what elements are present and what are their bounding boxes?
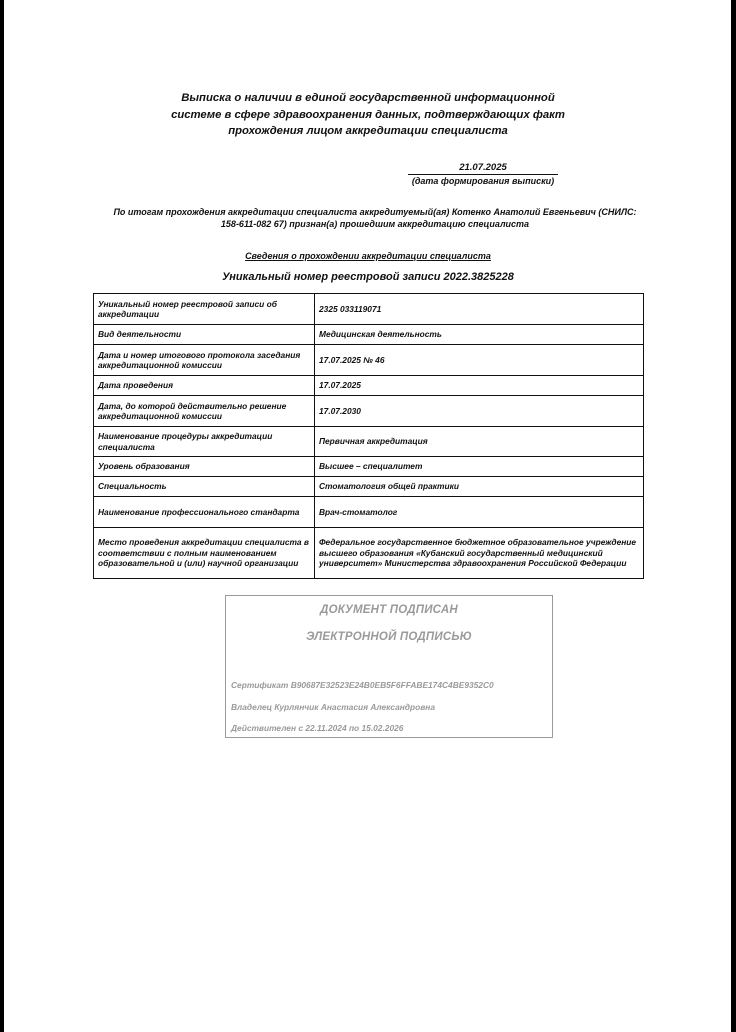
stamp-heading: ЭЛЕКТРОННОЙ ПОДПИСЬЮ <box>306 631 472 643</box>
issue-date-caption: (дата формирования выписки) <box>411 176 555 186</box>
row-label: Дата, до которой действительно решение аккредитационной комиссии <box>94 396 315 427</box>
intro-line: По итогам прохождения аккредитации специалиста аккредитуемый(ая) Котенко Анатолий Евгеньевич (СНИЛС: <box>113 207 637 217</box>
row-label: Дата и номер итогового протокола заседания аккредитационной комиссии <box>94 345 315 376</box>
table-row <box>94 528 644 579</box>
intro-line: 158-611-082 67) признан(а) прошедшим аккредитацию специалиста <box>220 218 530 229</box>
title-line: системе в сфере здравоохранения данных, подтверждающих факт <box>171 108 565 121</box>
stamp-owner: Владелец Курлянчик Анастасия Александровна <box>231 702 435 712</box>
table-row <box>94 427 644 457</box>
table-row <box>94 325 644 345</box>
row-label: Место проведения аккредитации специалиста в соответствии с полным наименованием образовательной и (или) научной организации <box>94 528 315 579</box>
section-heading: Сведения о прохождении аккредитации специалиста <box>245 251 491 261</box>
row-value: 2325 033119071 <box>315 294 644 325</box>
table-row <box>94 294 644 325</box>
issue-date-block <box>408 162 558 186</box>
row-label: Дата проведения <box>94 376 315 396</box>
row-value: 17.07.2025 <box>315 376 644 396</box>
table-row <box>94 396 644 427</box>
table-row <box>94 345 644 376</box>
table-row <box>94 376 644 396</box>
intro-paragraph <box>95 207 655 230</box>
row-value: Медицинская деятельность <box>315 325 644 345</box>
table-row <box>94 477 644 497</box>
row-value: Первичная аккредитация <box>315 427 644 457</box>
row-label: Наименование процедуры аккредитации специалиста <box>94 427 315 457</box>
table-row <box>94 457 644 477</box>
row-value: 17.07.2030 <box>315 396 644 427</box>
row-value: 17.07.2025 № 46 <box>315 345 644 376</box>
stamp-validity: Действителен с 22.11.2024 по 15.02.2026 <box>231 723 404 733</box>
registry-number: Уникальный номер реестровой записи 2022.3825228 <box>222 271 514 283</box>
stamp-certificate: Сертификат B90687E32523E24B0EB5F6FFABE174C4BE9352C0 <box>231 680 494 690</box>
table-row <box>94 497 644 528</box>
title-line: прохождения лицом аккредитации специалиста <box>228 125 508 137</box>
electronic-signature-stamp <box>225 595 553 738</box>
title-line: Выписка о наличии в единой государственной информационной <box>181 92 555 104</box>
row-label: Уникальный номер реестровой записи об аккредитации <box>94 294 315 325</box>
row-value: Высшее – специалитет <box>315 457 644 477</box>
row-label: Наименование профессионального стандарта <box>94 497 315 528</box>
issue-date: 21.07.2025 <box>408 162 558 175</box>
row-value: Стоматология общей практики <box>315 477 644 497</box>
row-value: Врач-стоматолог <box>315 497 644 528</box>
row-label: Уровень образования <box>94 457 315 477</box>
stamp-heading: ДОКУМЕНТ ПОДПИСАН <box>320 604 458 616</box>
row-value: Федеральное государственное бюджетное образовательное учреждение высшего образования «Кубанский государственный медицинский университет» Министерства здравоохранения Российской Федерации <box>315 528 644 579</box>
document-title <box>0 90 736 140</box>
row-label: Специальность <box>94 477 315 497</box>
accreditation-table <box>93 293 644 579</box>
row-label: Вид деятельности <box>94 325 315 345</box>
